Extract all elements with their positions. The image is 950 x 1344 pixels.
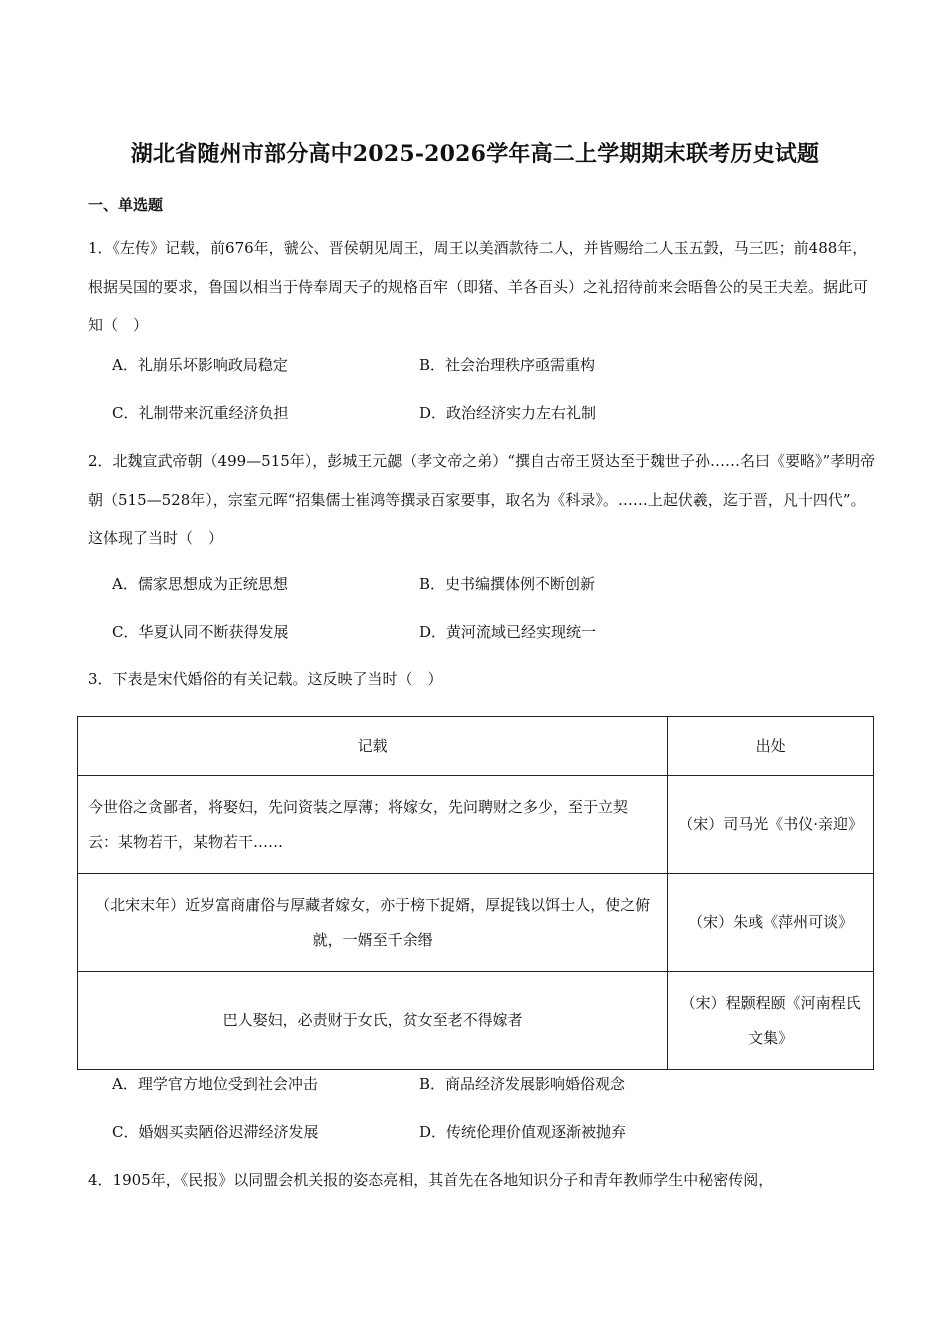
wedding-records-table [77,716,874,1070]
question-3-option-c[interactable]: C．婚姻买卖陋俗迟滞经济发展 [112,1123,319,1141]
table-row [78,972,874,1070]
question-2-stem: 2．北魏宣武帝朝（499—515年），彭城王元勰（孝文帝之弟）“撰自古帝王贤达至于魏世子孙……名曰《要略》”孝明帝朝（515—528年），宗室元晖“招集儒士崔鸿等撰录百家要事，取名为《科录》。……上起伏羲，迄于晋，凡十四代”。这体现了当时（ ） [88,452,876,547]
question-2-option-b[interactable]: B．史书编撰体例不断创新 [419,575,596,593]
section-heading: 一、单选题 [88,196,164,214]
question-3-option-b[interactable]: B．商品经济发展影响婚俗观念 [419,1075,626,1093]
table-cell-record: （北宋末年）近岁富商庸俗与厚藏者嫁女，亦于榜下捉婿，厚捉钱以饵士人，使之俯就，一婿至千余缗 [78,874,668,972]
page-title: 湖北省随州市部分高中2025-2026学年高二上学期期末联考历史试题 [130,141,820,167]
question-3-stem: 3．下表是宋代婚俗的有关记载。这反映了当时（ ） [88,670,443,688]
question-2-option-c[interactable]: C．华夏认同不断获得发展 [112,623,289,641]
table-cell-record: 今世俗之贪鄙者，将娶妇，先问资装之厚薄；将嫁女，先问聘财之多少，至于立契云：某物若干，某物若干…… [78,776,668,874]
table-row [78,776,874,874]
question-3-option-d[interactable]: D．传统伦理价值观逐渐被抛弃 [419,1123,627,1141]
question-4-stem: 4．1905年，《民报》以同盟会机关报的姿态亮相，其首先在各地知识分子和青年教师学生中秘密传阅， [88,1171,774,1189]
question-2-option-a[interactable]: A．儒家思想成为正统思想 [112,575,288,593]
question-3-option-a[interactable]: A．理学官方地位受到社会冲击 [112,1075,318,1093]
question-1-option-d[interactable]: D．政治经济实力左右礼制 [419,404,597,422]
question-1-option-b[interactable]: B．社会治理秩序亟需重构 [419,356,596,374]
table-row [78,874,874,972]
table-cell-source: （宋）朱彧《萍州可谈》 [668,874,874,972]
table-cell-source: （宋）程颢程颐《河南程氏文集》 [668,972,874,1070]
table-cell-source: （宋）司马光《书仪·亲迎》 [668,776,874,874]
table-header-record: 记载 [78,717,668,776]
table-header-source: 出处 [668,717,874,776]
question-1-stem: 1．《左传》记载，前676年，虢公、晋侯朝见周王，周王以美酒款待二人，并皆赐给二人玉五瑴，马三匹；前488年，根据吴国的要求，鲁国以相当于侍奉周天子的规格百牢（即猪、羊各百头）之礼招待前来会晤鲁公的吴王夫差。据此可知（ ） [88,239,869,334]
table-cell-record: 巴人娶妇，必责财于女氏，贫女至老不得嫁者 [78,972,668,1070]
table-header-row [78,717,874,776]
question-1-option-c[interactable]: C．礼制带来沉重经济负担 [112,404,289,422]
question-1-option-a[interactable]: A．礼崩乐坏影响政局稳定 [112,356,288,374]
question-2-option-d[interactable]: D．黄河流域已经实现统一 [419,623,597,641]
